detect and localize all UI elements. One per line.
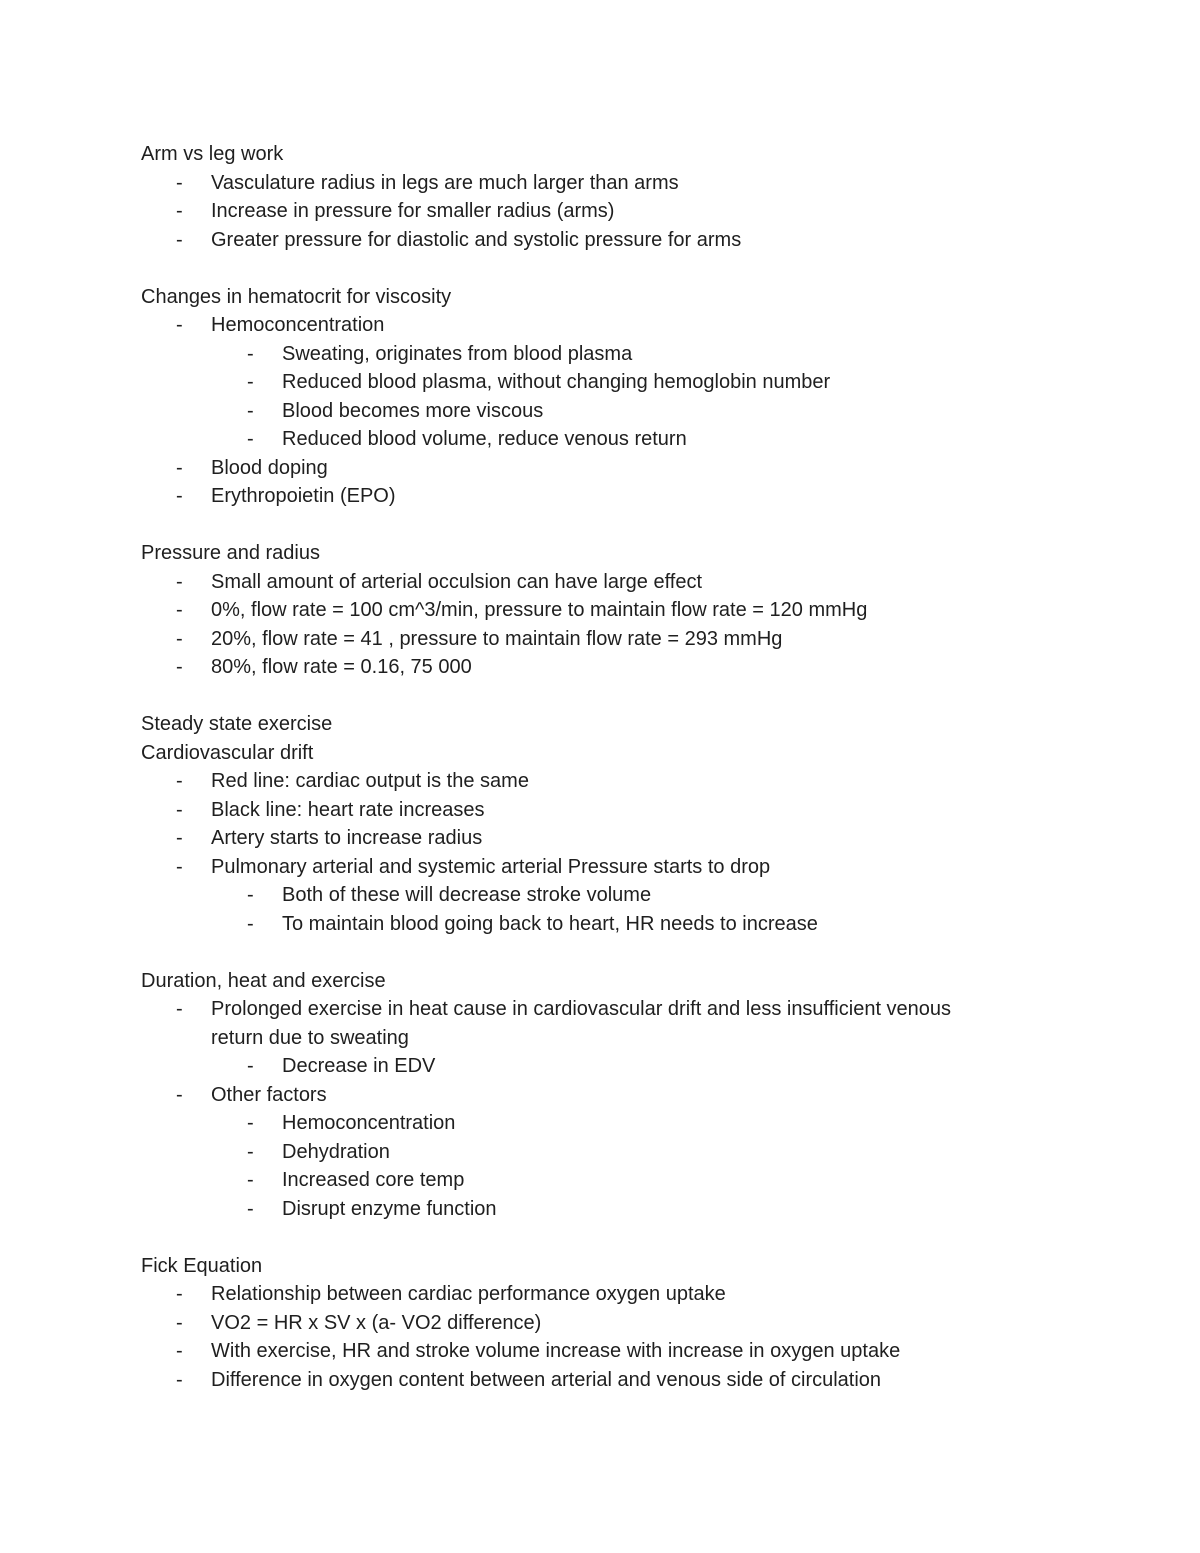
item-text: return due to sweating (211, 1026, 409, 1049)
item-text: Artery starts to increase radius (211, 827, 483, 849)
item-text: Relationship between cardiac performance oxygen uptake (211, 1283, 726, 1305)
bullet-dash: - (176, 827, 183, 849)
bullet-dash: - (176, 656, 183, 678)
item-text: Erythropoietin (EPO) (211, 485, 396, 507)
item-text: Greater pressure for diastolic and systolic pressure for arms (211, 228, 742, 251)
bullet-dash: - (247, 399, 254, 422)
bullet-dash: - (176, 1368, 183, 1391)
item-text: 80%, flow rate = 0.16, 75 000 (211, 656, 472, 678)
bullet-dash: - (176, 855, 183, 878)
item-text: Decrease in EDV (282, 1055, 436, 1077)
item-text: Dehydration (282, 1140, 390, 1163)
bullet-dash: - (176, 485, 183, 507)
bullet-dash: - (176, 599, 183, 621)
item-text: Prolonged exercise in heat cause in cardiovascular drift and less insufficient venous (211, 998, 952, 1020)
item-text: Blood doping (211, 456, 328, 479)
bullet-dash: - (247, 1169, 254, 1191)
item-text: Black line: heart rate increases (211, 798, 485, 821)
heading-text: Fick Equation (141, 1254, 263, 1277)
item-text: Both of these will decrease stroke volume (282, 884, 652, 906)
item-text: 0%, flow rate = 100 cm^3/min, pressure to maintain flow rate = 120 mmHg (211, 599, 868, 621)
item-text: Pulmonary arterial and systemic arterial Pressure starts to drop (211, 855, 771, 878)
bullet-dash: - (176, 1340, 183, 1362)
item-text: Increase in pressure for smaller radius (arms) (211, 200, 615, 222)
item-text: Vasculature radius in legs are much larger than arms (211, 171, 679, 194)
bullet-dash: - (176, 627, 183, 650)
item-text: Blood becomes more viscous (282, 399, 544, 422)
bullet-dash: - (176, 228, 183, 251)
bullet-dash: - (247, 342, 254, 365)
bullet-dash: - (176, 998, 183, 1020)
bullet-dash: - (176, 171, 183, 194)
bullet-dash: - (247, 1055, 254, 1077)
item-text: 20%, flow rate = 41 , pressure to maintain flow rate = 293 mmHg (211, 627, 783, 650)
bullet-dash: - (176, 1311, 183, 1334)
bullet-dash: - (247, 371, 254, 393)
item-text: Other factors (211, 1083, 327, 1106)
item-text: To maintain blood going back to heart, HR needs to increase (282, 912, 818, 935)
item-text: With exercise, HR and stroke volume increase with increase in oxygen uptake (211, 1340, 901, 1362)
item-text: Hemoconcentration (211, 314, 385, 336)
bullet-dash: - (176, 314, 183, 336)
item-text: Hemoconcentration (282, 1112, 456, 1134)
bullet-dash: - (247, 1197, 254, 1220)
item-text: Reduced blood plasma, without changing hemoglobin number (282, 371, 831, 393)
heading-text: Arm vs leg work (141, 143, 284, 165)
bullet-dash: - (176, 1283, 183, 1305)
item-text: Reduced blood volume, reduce venous return (282, 428, 687, 450)
heading-text: Changes in hematocrit for viscosity (141, 285, 452, 308)
item-text: Increased core temp (282, 1169, 465, 1191)
bullet-dash: - (176, 798, 183, 821)
bullet-dash: - (176, 770, 183, 792)
heading-text: Pressure and radius (141, 542, 320, 564)
heading-text: Steady state exercise (141, 713, 333, 735)
bullet-dash: - (176, 1083, 183, 1106)
heading-text: Duration, heat and exercise (141, 969, 386, 992)
item-text: Difference in oxygen content between arterial and venous side of circulation (211, 1368, 882, 1391)
bullet-dash: - (176, 456, 183, 479)
bullet-dash: - (176, 570, 183, 593)
item-text: Sweating, originates from blood plasma (282, 342, 633, 365)
bullet-dash: - (247, 1112, 254, 1134)
bullet-dash: - (176, 200, 183, 222)
heading-text: Cardiovascular drift (141, 741, 314, 764)
item-text: VO2 = HR x SV x (a- VO2 difference) (211, 1311, 542, 1334)
bullet-dash: - (247, 428, 254, 450)
bullet-dash: - (247, 884, 254, 906)
bullet-dash: - (247, 1140, 254, 1163)
item-text: Small amount of arterial occulsion can have large effect (211, 570, 703, 593)
item-text: Disrupt enzyme function (282, 1197, 497, 1220)
bullet-dash: - (247, 912, 254, 935)
item-text: Red line: cardiac output is the same (211, 770, 529, 792)
